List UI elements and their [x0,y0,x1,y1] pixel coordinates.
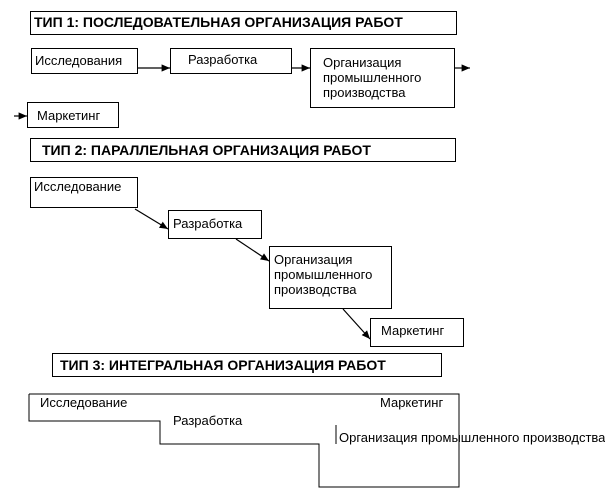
type2-arrow-research-to-development [135,209,168,229]
type1-marketing-box: Маркетинг [27,102,119,128]
type2-title: ТИП 2: ПАРАЛЛЕЛЬНАЯ ОРГАНИЗАЦИЯ РАБОТ [30,138,456,162]
type1-title: ТИП 1: ПОСЛЕДОВАТЕЛЬНАЯ ОРГАНИЗАЦИЯ РАБОТ [30,11,457,35]
type2-marketing-box: Маркетинг [370,318,464,347]
type2-research-box: Исследование [30,177,138,208]
type3-production-label: Организация промышленного производства [339,430,605,445]
type3-research-label: Исследование [40,395,128,410]
type1-development-box: Разработка [170,48,292,74]
type2-production-box: Организация промышленного производства [269,246,392,309]
type3-development-label: Разработка [173,413,243,428]
type3-title: ТИП 3: ИНТЕГРАЛЬНАЯ ОРГАНИЗАЦИЯ РАБОТ [52,353,442,377]
type2-arrow-development-to-production [236,239,269,261]
type1-production-box: Организация промышленного производства [310,48,455,108]
type2-arrow-production-to-marketing [343,309,370,339]
type1-research-box: Исследования [31,48,138,74]
type2-development-box: Разработка [168,210,262,239]
type3-marketing-label: Маркетинг [380,395,444,410]
